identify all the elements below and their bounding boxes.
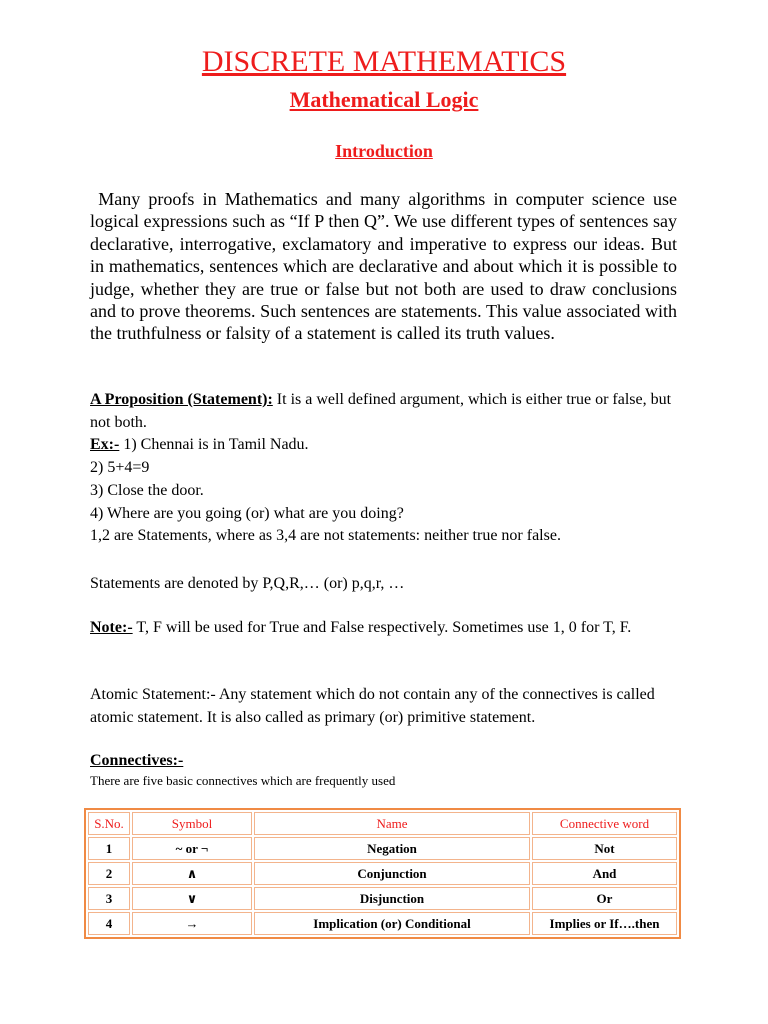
example-item: 2) 5+4=9 (90, 459, 150, 477)
table-row (88, 887, 677, 910)
table-cell: ~ or ¬ (132, 837, 252, 860)
table-header-row (88, 812, 677, 835)
note-text: T, F will be used for True and False respectively. Sometimes use 1, 0 for T, F. (132, 619, 632, 636)
denoted-line: Statements are denoted by P,Q,R,… (or) p,q,r, … (90, 575, 405, 592)
table-cell: Implies or If….then (532, 912, 677, 935)
table-cell: ∨ (132, 887, 252, 910)
document-subtitle: Mathematical Logic (289, 87, 479, 112)
table-cell: Or (532, 887, 677, 910)
table-cell: Not (532, 837, 677, 860)
example-label: Ex:- (90, 436, 120, 454)
table-cell: → (132, 912, 252, 935)
example-item: 3) Close the door. (90, 481, 204, 499)
table-cell: And (532, 862, 677, 885)
proposition-definition: It is a well defined argument, which is either true or false, but not both. (90, 391, 672, 431)
note-label: Note:- (90, 619, 133, 636)
table-header-cell: Connective word (532, 812, 677, 835)
atomic-statement: Atomic Statement:- Any statement which do not contain any of the connectives is called atomic statement. It is also called as primary (or) primitive statement. (90, 686, 655, 726)
example-item: 1) Chennai is in Tamil Nadu. (119, 436, 309, 454)
note-block (90, 617, 680, 640)
table-header-cell: Symbol (132, 812, 252, 835)
proposition-heading: A Proposition (Statement): (90, 391, 273, 408)
section-heading-introduction: Introduction (335, 141, 433, 161)
table-header-cell: S.No. (88, 812, 130, 835)
proposition-block (90, 389, 680, 548)
intro-paragraph: Many proofs in Mathematics and many algorithms in computer science use logical expressions such as “If P then Q”. We use different types of sentences say declarative, interrogative, exclamatory and imperative to express our ideas. But in mathematics, sentences which are declarative and about which it is possible to judge, whether they are true or false but not both are used to draw conclusions and to prove theorems. Such sentences are statements. This value associated with the truthfulness or falsity of a statement is called its truth values. (90, 189, 682, 344)
document-title: DISCRETE MATHEMATICS (201, 45, 567, 78)
table-row (88, 837, 677, 860)
table-cell: 3 (88, 887, 130, 910)
table-cell: 4 (88, 912, 130, 935)
proposition-conclusion: 1,2 are Statements, where as 3,4 are not statements: neither true nor false. (90, 527, 561, 545)
table-cell: Disjunction (254, 887, 530, 910)
table-cell: Negation (254, 837, 530, 860)
connectives-heading: Connectives:- (90, 752, 184, 769)
example-item: 4) Where are you going (or) what are you doing? (90, 504, 404, 522)
table-cell: 1 (88, 837, 130, 860)
connectives-subtext: There are five basic connectives which are frequently used (90, 773, 396, 788)
table-cell: 2 (88, 862, 130, 885)
table-cell: Implication (or) Conditional (254, 912, 530, 935)
connectives-table (84, 808, 681, 939)
table-cell: Conjunction (254, 862, 530, 885)
table-header-cell: Name (254, 812, 530, 835)
table-cell: ∧ (132, 862, 252, 885)
table-row (88, 912, 677, 935)
table-row (88, 862, 677, 885)
